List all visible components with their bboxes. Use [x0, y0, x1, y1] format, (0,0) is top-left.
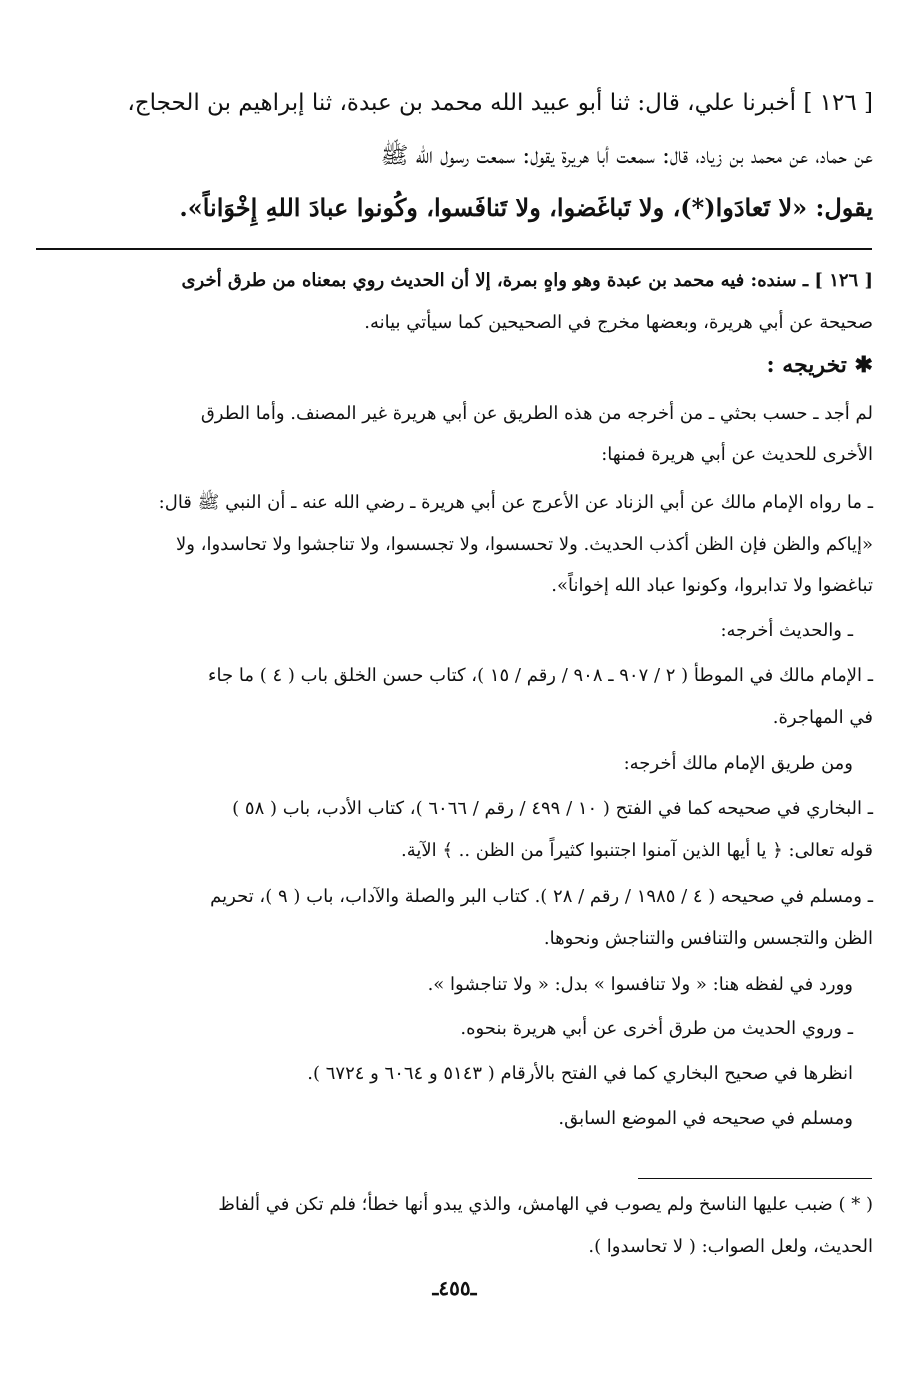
para-11: ومسلم في صحيحه في الموضع السابق. — [558, 1108, 853, 1129]
sanad-line-2: صحيحة عن أبي هريرة، وبعضها مخرج في الصحيحين كما سيأتي بيانه. — [364, 312, 873, 333]
para-6-line-1: ـ البخاري في صحيحه كما في الفتح ( ١٠ / ٤٩٩ / رقم / ٦٠٦٦ )، كتاب الأدب، باب ( ٥٨ ) — [232, 798, 873, 819]
takhrij-heading: ✱ تخريجه : — [766, 352, 873, 378]
para-2-line-3: تباغضوا ولا تدابروا، وكونوا عباد الله إخواناً». — [551, 575, 873, 596]
para-7-line-1: ـ ومسلم في صحيحه ( ٤ / ١٩٨٥ / رقم / ٢٨ ). كتاب البر والصلة والآداب، باب ( ٩ )، تحريم — [210, 886, 873, 907]
hadith-line-3: يقول: «لا تَعادَوا(*)، ولا تَباغَضوا، ولا تَنافَسوا، وكُونوا عبادَ اللهِ إِخْوَاناً». — [179, 193, 873, 222]
para-10: انظرها في صحيح البخاري كما في الفتح بالأرقام ( ٥١٤٣ و ٦٠٦٤ و ٦٧٢٤ ). — [307, 1063, 853, 1084]
footnote-line-1: ( * ) ضبب عليها الناسخ ولم يصوب في الهامش، والذي يبدو أنها خطأ؛ فلم تكن في ألفاظ — [218, 1194, 873, 1215]
sanad-line-1: [ ١٢٦ ] ـ سنده: فيه محمد بن عبدة وهو واهٍ بمرة، إلا أن الحديث روي بمعناه من طرق أخرى — [181, 270, 873, 291]
page-number: ـ٤٥٥ـ — [432, 1276, 477, 1300]
footnote-separator-rule — [638, 1178, 872, 1179]
para-1-line-2: الأخرى للحديث عن أبي هريرة فمنها: — [601, 444, 873, 465]
para-7-line-2: الظن والتجسس والتنافس والتناجش ونحوها. — [543, 928, 873, 949]
footnote-line-2: الحديث، ولعل الصواب: ( لا تحاسدوا ). — [588, 1236, 873, 1257]
para-2-line-1: ـ ما رواه الإمام مالك عن أبي الزناد عن الأعرج عن أبي هريرة ـ رضي الله عنه ـ أن النبي ﷺ قال: — [158, 492, 873, 513]
para-4-line-2: في المهاجرة. — [772, 707, 873, 728]
para-5: ومن طريق الإمام مالك أخرجه: — [623, 753, 853, 774]
para-3: ـ والحديث أخرجه: — [720, 620, 853, 641]
para-6-line-2: قوله تعالى: ﴿ يا أيها الذين آمنوا اجتنبوا كثيراً من الظن .. ﴾ الآية. — [400, 840, 873, 861]
hadith-line-2: عن حماد، عن محمد بن زياد، قال: سمعت أبا هريرة يقول: سمعت رسول الله ﷺ — [380, 143, 873, 169]
para-2-line-2: «إياكم والظن فإن الظن أكذب الحديث. ولا تحسسوا، ولا تجسسوا، ولا تناجشوا ولا تحاسدوا، ولا — [175, 534, 873, 555]
para-9: ـ وروي الحديث من طرق أخرى عن أبي هريرة بنحوه. — [460, 1018, 853, 1039]
para-8: وورد في لفظه هنا: « ولا تنافسوا » بدل: « ولا تناجشوا ». — [427, 974, 853, 995]
para-1-line-1: لم أجد ـ حسب بحثي ـ من أخرجه من هذه الطريق عن أبي هريرة غير المصنف. وأما الطرق — [200, 403, 873, 424]
para-4-line-1: ـ الإمام مالك في الموطأ ( ٢ / ٩٠٧ ـ ٩٠٨ / رقم / ١٥ )، كتاب حسن الخلق باب ( ٤ ) ما جاء — [208, 665, 873, 686]
main-separator-rule — [36, 248, 872, 250]
hadith-line-1: [ ١٢٦ ] أخبرنا علي، قال: ثنا أبو عبيد الله محمد بن عبدة، ثنا إبراهيم بن الحجاج، — [127, 90, 873, 116]
